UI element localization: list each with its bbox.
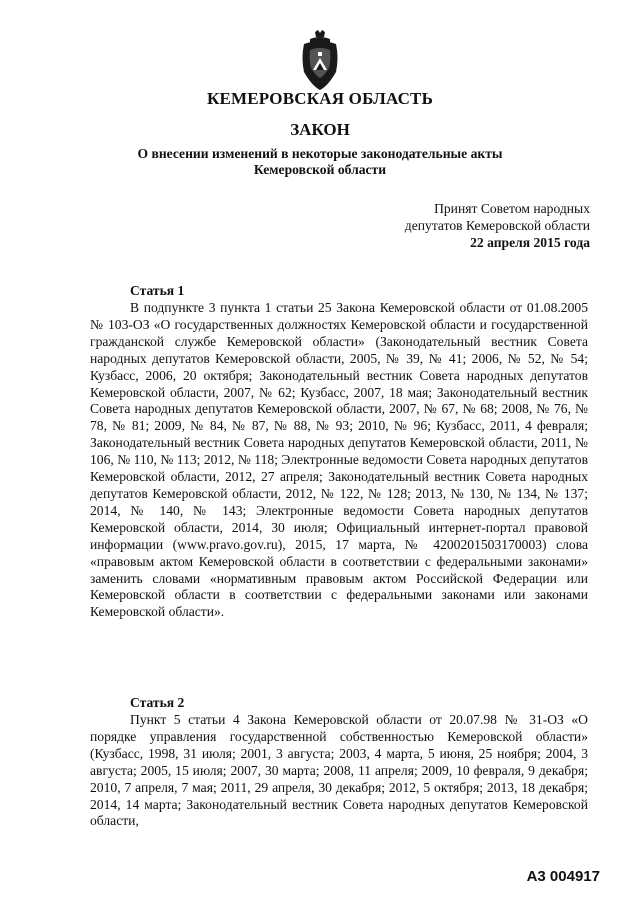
document-type-title: ЗАКОН (290, 120, 350, 139)
coat-of-arms-emblem (298, 30, 342, 92)
law-subtitle (0, 146, 640, 178)
form-serial-number: А3 004917 (526, 868, 600, 885)
article-1-text: В подпункте 3 пункта 1 статьи 25 Закона Кемеровской области от 01.08.2005 № 103-ОЗ «О государственных должностях Кемеровской области и государственной гражданской службе Кемеровской области» (Законодательный вестник Совета народных депутатов Кемеровской области, 2005, № 39, № 41; 2006, № 52, № 54; Кузбасс, 2006, 20 октября; Законодательный вестник Совета народных депутатов Кемеровской области, 2007, № 62; Кузбасс, 2007, 18 мая; Законодательный вестник Совета народных депутатов Кемеровской области, 2007, № 67, № 68; 2008, № 76, № 78, № 81; 2009, № 84, № 87, № 88, № 93; 2010, № 96; Кузбасс, 2011, 4 февраля; Законодательный вестник Совета народных депутатов Кемеровской области, 2011, № 106, № 110, № 113; 2012, № 118; Электронные ведомости Совета народных депутатов Кемеровской области, 2012, 27 апреля; Законодательный вестник Совета народных депутатов Кемеровской области, 2012, № 122, № 128; 2013, № 130, № 134, № 137; 2014, № 140, № 143; Электронные ведомости Совета народных депутатов Кемеровской области, 2014, 30 июля; Официальный интернет-портал правовой информации (www.pravo.gov.ru), 2015, 17 марта, № 4200201503170003) слова «правовым актом Кемеровской области в соответствии с федеральными законами» заменить словами «нормативным правовым актом Российской Федерации или Кемеровской области в соответствии с федеральными законами или законами Кемеровской области». (90, 300, 588, 620)
article-2-text: Пункт 5 статьи 4 Закона Кемеровской области от 20.07.98 № 31-ОЗ «О порядке управления государственной собственностью Кемеровской области» (Кузбасс, 1998, 31 июля; 2001, 3 августа; 2003, 4 марта, 5 июня, 25 ноября; 2004, 3 августа; 2005, 15 июля; 2007, 30 марта; 2008, 11 апреля; 2009, 10 февраля, 9 декабря; 2010, 7 апреля, 7 мая; 2011, 29 апреля, 30 декабря; 2012, 5 октября; 2013, 18 декабря; 2014, 14 марта; Законодательный вестник Совета народных депутатов Кемеровской области, (90, 712, 588, 829)
adoption-block (405, 200, 590, 251)
article-1-heading: Статья 1 (130, 283, 185, 298)
article-2-heading: Статья 2 (130, 695, 185, 710)
adoption-line-2: депутатов Кемеровской области (404, 218, 590, 233)
subtitle-line-2: Кемеровской области (253, 162, 387, 177)
adoption-date: 22 апреля 2015 года (470, 235, 590, 250)
region-title: КЕМЕРОВСКАЯ ОБЛАСТЬ (206, 89, 434, 108)
adoption-line-1: Принят Советом народных (434, 201, 590, 216)
subtitle-line-1: О внесении изменений в некоторые законодательные акты (137, 146, 503, 161)
